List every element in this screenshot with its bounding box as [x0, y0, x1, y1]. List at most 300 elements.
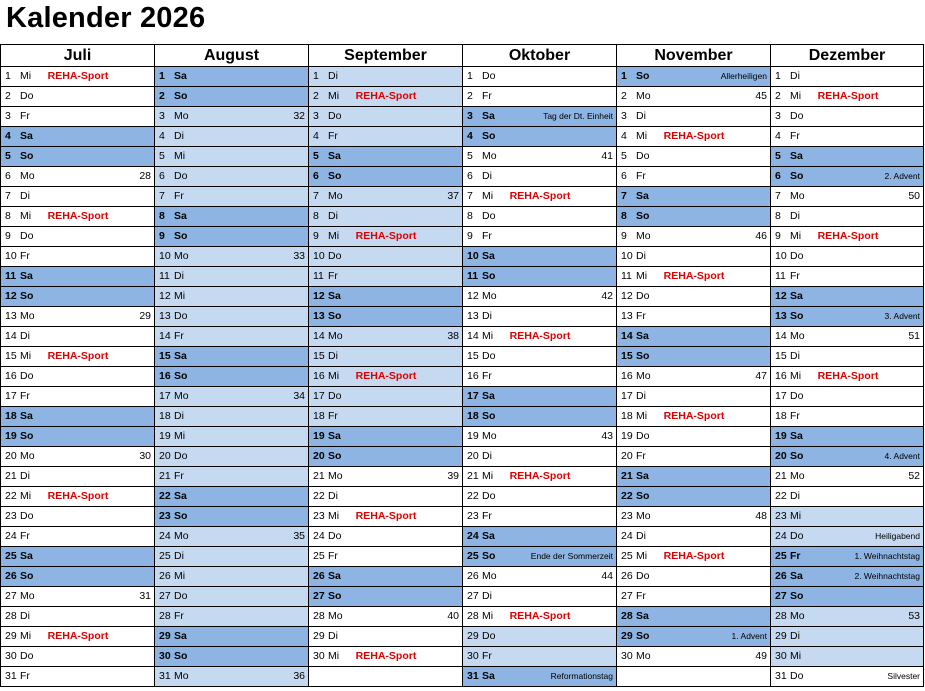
event-label: REHA-Sport	[47, 70, 109, 82]
weekday-label: Mo	[790, 190, 805, 202]
day-row[interactable]	[616, 227, 770, 247]
day-number: 19	[313, 430, 325, 442]
day-row[interactable]	[154, 207, 308, 227]
day-row[interactable]	[462, 467, 616, 487]
day-row[interactable]	[616, 207, 770, 227]
day-row[interactable]	[308, 407, 462, 427]
day-row[interactable]	[462, 427, 616, 447]
day-number: 11	[775, 270, 786, 282]
day-row[interactable]	[462, 407, 616, 427]
weekday-label: Do	[174, 590, 188, 602]
weekday-label: Mo	[636, 230, 651, 242]
weekday-label: Mi	[174, 570, 186, 582]
day-row[interactable]	[616, 527, 770, 547]
day-number: 24	[159, 530, 171, 542]
day-row[interactable]	[462, 667, 616, 687]
day-row[interactable]	[154, 187, 308, 207]
day-number: 19	[159, 430, 171, 442]
day-row[interactable]	[0, 427, 154, 447]
day-row[interactable]	[462, 607, 616, 627]
weekday-label: Fr	[636, 590, 646, 602]
weekday-label: So	[482, 270, 496, 282]
day-row[interactable]	[308, 607, 462, 627]
event-label: REHA-Sport	[355, 230, 417, 242]
day-row[interactable]	[308, 507, 462, 527]
day-row[interactable]	[462, 527, 616, 547]
month-column-november	[616, 44, 770, 687]
day-row[interactable]	[616, 507, 770, 527]
day-row[interactable]	[462, 247, 616, 267]
day-row[interactable]	[770, 207, 924, 227]
day-number: 15	[5, 350, 17, 362]
day-row[interactable]	[0, 547, 154, 567]
weekday-label: Sa	[20, 410, 33, 422]
weekday-label: Di	[328, 630, 338, 642]
day-number: 30	[5, 650, 17, 662]
holiday-label: 4. Advent	[884, 451, 920, 461]
day-row[interactable]	[462, 107, 616, 127]
day-row[interactable]	[0, 247, 154, 267]
day-row[interactable]	[0, 327, 154, 347]
day-row[interactable]	[770, 667, 924, 687]
day-row[interactable]	[0, 127, 154, 147]
weekday-label: Sa	[482, 530, 495, 542]
day-row[interactable]	[0, 407, 154, 427]
day-row[interactable]	[308, 207, 462, 227]
weekday-label: Mi	[636, 410, 648, 422]
day-row[interactable]	[154, 627, 308, 647]
day-row[interactable]	[0, 627, 154, 647]
day-row[interactable]	[770, 147, 924, 167]
day-row[interactable]	[770, 67, 924, 87]
weekday-label: Mi	[636, 130, 648, 142]
weekday-label: Fr	[328, 130, 338, 142]
day-row[interactable]	[308, 167, 462, 187]
day-row[interactable]	[154, 287, 308, 307]
day-row[interactable]	[616, 647, 770, 667]
day-row[interactable]	[462, 307, 616, 327]
holiday-label: 1. Weihnachtstag	[854, 551, 920, 561]
day-row[interactable]	[770, 367, 924, 387]
day-row[interactable]	[616, 327, 770, 347]
weekday-label: Mo	[790, 330, 805, 342]
calendar-week-number: 52	[908, 470, 920, 482]
day-row[interactable]	[462, 287, 616, 307]
weekday-label: Sa	[20, 270, 33, 282]
day-number: 3	[467, 110, 473, 122]
day-number: 15	[159, 350, 171, 362]
event-label: REHA-Sport	[47, 350, 109, 362]
day-row[interactable]	[0, 107, 154, 127]
day-row[interactable]	[616, 367, 770, 387]
day-row[interactable]	[770, 347, 924, 367]
day-row[interactable]	[308, 427, 462, 447]
day-row[interactable]	[770, 547, 924, 567]
day-row[interactable]	[308, 187, 462, 207]
day-row[interactable]	[770, 287, 924, 307]
day-row[interactable]	[770, 507, 924, 527]
day-number: 23	[313, 510, 325, 522]
weekday-label: Di	[20, 610, 30, 622]
month-header: November	[616, 44, 770, 67]
weekday-label: Do	[636, 290, 650, 302]
day-row[interactable]	[308, 527, 462, 547]
calendar-week-number: 47	[755, 370, 767, 382]
day-row[interactable]	[0, 567, 154, 587]
day-row[interactable]	[770, 627, 924, 647]
day-row[interactable]	[462, 207, 616, 227]
day-number: 24	[621, 530, 633, 542]
day-row[interactable]	[0, 607, 154, 627]
day-row[interactable]	[154, 247, 308, 267]
day-row[interactable]	[154, 67, 308, 87]
weekday-label: So	[636, 210, 650, 222]
day-row[interactable]	[154, 327, 308, 347]
day-row[interactable]	[154, 147, 308, 167]
weekday-label: So	[790, 170, 804, 182]
day-number: 7	[621, 190, 627, 202]
day-row[interactable]	[462, 167, 616, 187]
day-row[interactable]	[770, 567, 924, 587]
day-number: 5	[775, 150, 781, 162]
day-row[interactable]	[616, 67, 770, 87]
day-row[interactable]	[0, 307, 154, 327]
day-row[interactable]	[154, 567, 308, 587]
calendar-week-number: 28	[139, 170, 151, 182]
day-row[interactable]	[616, 387, 770, 407]
calendar-week-number: 51	[908, 330, 920, 342]
day-row[interactable]	[0, 387, 154, 407]
day-row[interactable]	[462, 627, 616, 647]
day-row[interactable]	[770, 647, 924, 667]
day-row[interactable]	[154, 467, 308, 487]
day-number: 21	[775, 470, 787, 482]
day-number: 23	[621, 510, 633, 522]
day-row[interactable]	[770, 187, 924, 207]
day-row[interactable]	[616, 547, 770, 567]
day-row[interactable]	[154, 267, 308, 287]
weekday-label: Sa	[328, 430, 341, 442]
day-row[interactable]	[616, 587, 770, 607]
day-row[interactable]	[0, 267, 154, 287]
day-row[interactable]	[616, 487, 770, 507]
weekday-label: Mi	[790, 650, 802, 662]
day-row[interactable]	[770, 447, 924, 467]
day-row[interactable]	[0, 347, 154, 367]
day-number: 9	[313, 230, 319, 242]
day-row[interactable]	[308, 107, 462, 127]
day-row[interactable]	[616, 127, 770, 147]
day-row[interactable]	[770, 87, 924, 107]
day-row[interactable]	[308, 447, 462, 467]
day-row[interactable]	[154, 167, 308, 187]
day-row[interactable]	[0, 207, 154, 227]
day-row[interactable]	[154, 547, 308, 567]
day-row[interactable]	[0, 467, 154, 487]
holiday-label: Tag der Dt. Einheit	[543, 111, 613, 121]
day-row[interactable]	[154, 367, 308, 387]
weekday-label: Mo	[328, 190, 343, 202]
day-row[interactable]	[0, 167, 154, 187]
calendar-week-number: 35	[293, 530, 305, 542]
day-number: 29	[313, 630, 325, 642]
day-row[interactable]	[308, 347, 462, 367]
holiday-label: 1. Advent	[731, 631, 767, 641]
day-row[interactable]	[0, 287, 154, 307]
day-row[interactable]	[462, 447, 616, 467]
day-row[interactable]	[462, 127, 616, 147]
day-row[interactable]	[616, 167, 770, 187]
day-row[interactable]	[308, 127, 462, 147]
day-row[interactable]	[462, 267, 616, 287]
day-row[interactable]	[154, 407, 308, 427]
day-row[interactable]	[0, 147, 154, 167]
day-row[interactable]	[0, 67, 154, 87]
day-row[interactable]	[154, 87, 308, 107]
day-row[interactable]	[770, 267, 924, 287]
day-row[interactable]	[770, 227, 924, 247]
weekday-label: Mi	[790, 370, 802, 382]
holiday-label: 2. Weihnachtstag	[854, 571, 920, 581]
day-number: 31	[159, 670, 171, 682]
day-row[interactable]	[154, 667, 308, 687]
day-row[interactable]	[462, 567, 616, 587]
weekday-label: Fr	[482, 510, 492, 522]
day-row[interactable]	[154, 507, 308, 527]
day-row[interactable]	[616, 267, 770, 287]
day-row[interactable]	[770, 127, 924, 147]
day-row[interactable]	[154, 587, 308, 607]
event-label: REHA-Sport	[663, 550, 725, 562]
day-number: 29	[775, 630, 787, 642]
weekday-label: Di	[482, 590, 492, 602]
day-number: 2	[5, 90, 11, 102]
day-row[interactable]	[308, 367, 462, 387]
day-row[interactable]	[308, 467, 462, 487]
day-row[interactable]	[462, 147, 616, 167]
day-row[interactable]	[308, 307, 462, 327]
day-row[interactable]	[462, 367, 616, 387]
day-row[interactable]	[770, 167, 924, 187]
day-row[interactable]	[462, 387, 616, 407]
day-number: 20	[159, 450, 171, 462]
day-row[interactable]	[462, 227, 616, 247]
day-row[interactable]	[0, 647, 154, 667]
weekday-label: Sa	[328, 570, 341, 582]
day-row[interactable]	[770, 387, 924, 407]
day-row[interactable]	[154, 347, 308, 367]
day-number: 8	[5, 210, 11, 222]
day-number: 19	[5, 430, 17, 442]
day-number: 14	[621, 330, 633, 342]
day-row[interactable]	[0, 87, 154, 107]
weekday-label: Mo	[636, 370, 651, 382]
day-row[interactable]	[308, 567, 462, 587]
day-row[interactable]	[770, 527, 924, 547]
weekday-label: So	[20, 290, 34, 302]
day-number: 22	[313, 490, 325, 502]
day-row[interactable]	[308, 267, 462, 287]
day-row[interactable]	[462, 487, 616, 507]
day-row[interactable]	[308, 87, 462, 107]
day-row[interactable]	[154, 107, 308, 127]
day-row[interactable]	[154, 427, 308, 447]
weekday-label: Mo	[790, 610, 805, 622]
day-row[interactable]	[308, 627, 462, 647]
day-row[interactable]	[616, 467, 770, 487]
day-row[interactable]	[308, 287, 462, 307]
day-row[interactable]	[462, 647, 616, 667]
day-row[interactable]	[154, 387, 308, 407]
day-number: 22	[775, 490, 787, 502]
day-row[interactable]	[462, 87, 616, 107]
day-row[interactable]	[0, 527, 154, 547]
weekday-label: Fr	[790, 270, 800, 282]
day-row[interactable]	[770, 247, 924, 267]
weekday-label: So	[20, 150, 34, 162]
weekday-label: Mi	[482, 610, 494, 622]
day-row[interactable]	[308, 547, 462, 567]
day-row[interactable]	[154, 307, 308, 327]
day-row[interactable]	[308, 387, 462, 407]
day-row[interactable]	[154, 527, 308, 547]
day-number: 21	[621, 470, 633, 482]
day-row[interactable]	[770, 327, 924, 347]
day-row[interactable]	[154, 127, 308, 147]
weekday-label: Sa	[790, 430, 803, 442]
day-number: 10	[467, 250, 479, 262]
day-row[interactable]	[0, 587, 154, 607]
day-row[interactable]	[462, 67, 616, 87]
weekday-label: Fr	[20, 670, 30, 682]
weekday-label: Sa	[482, 250, 495, 262]
day-row[interactable]	[616, 567, 770, 587]
day-row[interactable]	[616, 607, 770, 627]
day-row[interactable]	[0, 227, 154, 247]
day-row[interactable]	[308, 227, 462, 247]
day-row[interactable]	[462, 507, 616, 527]
day-row[interactable]	[308, 147, 462, 167]
day-row[interactable]	[154, 607, 308, 627]
day-row[interactable]	[616, 287, 770, 307]
day-number: 25	[5, 550, 17, 562]
day-row[interactable]	[308, 247, 462, 267]
day-number: 12	[775, 290, 787, 302]
day-row[interactable]	[0, 667, 154, 687]
weekday-label: Mo	[174, 670, 189, 682]
day-number: 27	[467, 590, 479, 602]
day-number: 11	[467, 270, 479, 282]
day-number: 9	[467, 230, 473, 242]
day-number: 22	[621, 490, 633, 502]
day-row[interactable]	[462, 187, 616, 207]
month-column-juli	[0, 44, 154, 687]
day-number: 1	[5, 70, 11, 82]
weekday-label: Di	[790, 630, 800, 642]
day-row[interactable]	[0, 507, 154, 527]
day-row[interactable]	[308, 587, 462, 607]
holiday-label: 3. Advent	[884, 311, 920, 321]
day-row[interactable]	[770, 467, 924, 487]
day-row[interactable]	[616, 347, 770, 367]
weekday-label: Do	[174, 170, 188, 182]
day-row[interactable]	[462, 547, 616, 567]
day-number: 25	[467, 550, 479, 562]
weekday-label: Mi	[482, 190, 494, 202]
day-row[interactable]	[462, 327, 616, 347]
weekday-label: Mi	[328, 230, 340, 242]
day-row[interactable]	[0, 447, 154, 467]
day-row[interactable]	[770, 427, 924, 447]
day-row[interactable]	[616, 187, 770, 207]
day-row[interactable]	[154, 487, 308, 507]
day-number: 17	[467, 390, 479, 402]
day-row[interactable]	[308, 647, 462, 667]
day-number: 10	[5, 250, 17, 262]
day-number: 17	[313, 390, 325, 402]
day-number: 6	[775, 170, 781, 182]
day-row[interactable]	[308, 487, 462, 507]
day-row[interactable]	[462, 347, 616, 367]
day-number: 5	[5, 150, 11, 162]
day-row[interactable]	[616, 627, 770, 647]
day-row[interactable]	[770, 107, 924, 127]
day-row[interactable]	[616, 307, 770, 327]
day-row[interactable]	[770, 407, 924, 427]
month-header: Oktober	[462, 44, 616, 67]
weekday-label: Di	[174, 550, 184, 562]
day-row[interactable]	[308, 67, 462, 87]
weekday-label: So	[482, 550, 496, 562]
day-number: 21	[5, 470, 17, 482]
day-row[interactable]	[770, 307, 924, 327]
day-row[interactable]	[616, 407, 770, 427]
day-row[interactable]	[154, 447, 308, 467]
day-row[interactable]	[616, 87, 770, 107]
day-row[interactable]	[462, 587, 616, 607]
day-row[interactable]	[0, 367, 154, 387]
weekday-label: Mi	[790, 230, 802, 242]
day-number: 13	[621, 310, 633, 322]
day-row[interactable]	[154, 647, 308, 667]
day-row[interactable]	[308, 327, 462, 347]
day-row[interactable]	[0, 487, 154, 507]
day-row[interactable]	[616, 247, 770, 267]
day-row[interactable]	[0, 187, 154, 207]
day-row[interactable]	[770, 587, 924, 607]
day-number: 17	[159, 390, 171, 402]
weekday-label: So	[174, 230, 188, 242]
weekday-label: Mo	[20, 170, 35, 182]
day-number: 9	[159, 230, 165, 242]
day-row[interactable]	[616, 147, 770, 167]
day-number: 7	[313, 190, 319, 202]
weekday-label: Do	[20, 230, 34, 242]
day-row[interactable]	[770, 607, 924, 627]
day-row[interactable]	[616, 447, 770, 467]
weekday-label: Do	[636, 430, 650, 442]
calendar-week-number: 46	[755, 230, 767, 242]
weekday-label: Do	[636, 570, 650, 582]
day-number: 15	[775, 350, 787, 362]
day-number: 13	[467, 310, 479, 322]
day-number: 29	[621, 630, 633, 642]
weekday-label: Di	[174, 130, 184, 142]
day-row[interactable]	[770, 487, 924, 507]
day-row[interactable]	[616, 107, 770, 127]
day-row[interactable]	[616, 427, 770, 447]
day-row[interactable]	[154, 227, 308, 247]
